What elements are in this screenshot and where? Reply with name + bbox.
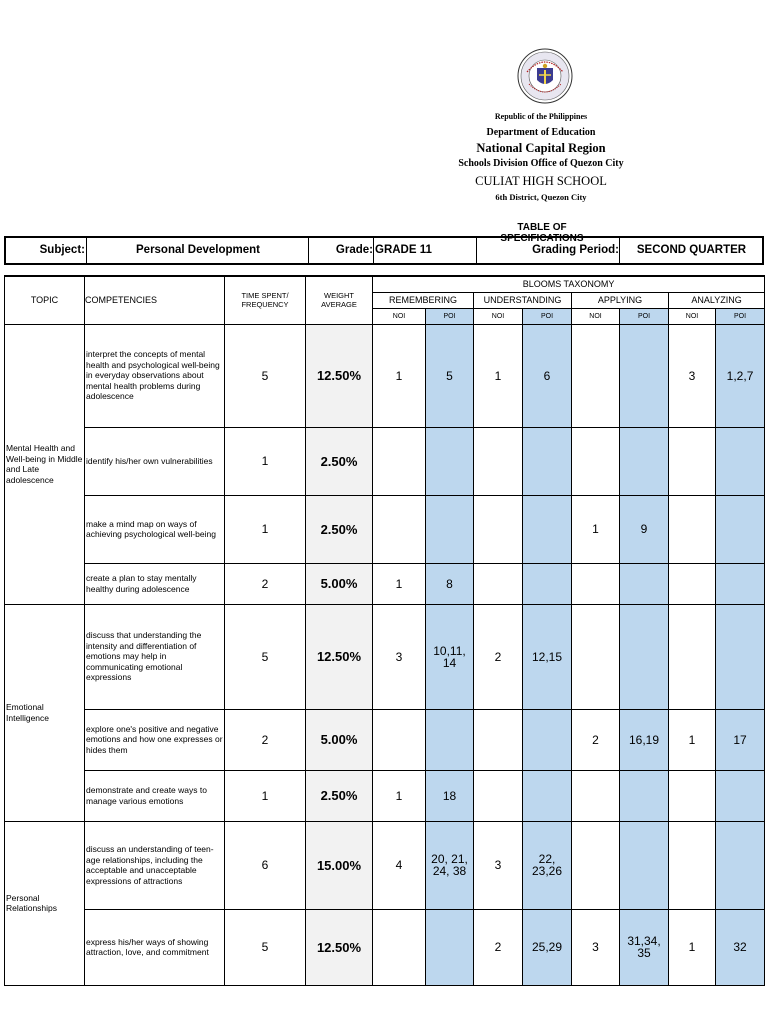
remembering-noi-cell: 1 (373, 324, 426, 427)
table-row (5, 495, 765, 563)
topic-cell: Emotional Intelligence (5, 604, 85, 821)
time-cell: 1 (225, 770, 306, 821)
specifications-table (4, 275, 765, 986)
analyzing-noi-cell (669, 821, 716, 909)
understanding-poi-cell (523, 427, 572, 495)
remembering-noi-cell: 1 (373, 770, 426, 821)
time-cell: 5 (225, 324, 306, 427)
applying-poi-cell (620, 604, 669, 709)
remembering-poi-cell (426, 427, 474, 495)
understanding-poi-cell (523, 770, 572, 821)
analyzing-noi-cell (669, 770, 716, 821)
remembering-noi-cell (373, 909, 426, 985)
applying-poi-cell: 9 (620, 495, 669, 563)
header-understanding: UNDERSTANDING (474, 292, 572, 308)
remembering-poi-cell (426, 495, 474, 563)
header-poi: POI (716, 308, 765, 324)
remembering-poi-cell: 20, 21, 24, 38 (426, 821, 474, 909)
header-competencies: COMPETENCIES (85, 276, 225, 324)
remembering-noi-cell: 4 (373, 821, 426, 909)
understanding-noi-cell (474, 709, 523, 770)
topic-cell: Mental Health and Well-being in Middle and Late adolescence (5, 324, 85, 604)
header-analyzing: ANALYZING (669, 292, 765, 308)
competency-cell: interpret the concepts of mental health and psychological well-being in everyday observations about mental health problems during adolescence (85, 324, 225, 427)
weight-cell: 12.50% (306, 324, 373, 427)
header-republic: Republic of the Philippines (494, 112, 588, 121)
applying-noi-cell (572, 324, 620, 427)
weight-cell: 15.00% (306, 821, 373, 909)
analyzing-noi-cell (669, 427, 716, 495)
analyzing-noi-cell (669, 495, 716, 563)
time-cell: 5 (225, 604, 306, 709)
competency-cell: explore one's positive and negative emotions and how one expresses or hides them (85, 709, 225, 770)
understanding-poi-cell: 12,15 (523, 604, 572, 709)
remembering-poi-cell: 10,11, 14 (426, 604, 474, 709)
time-cell: 1 (225, 427, 306, 495)
remembering-poi-cell (426, 909, 474, 985)
applying-noi-cell (572, 563, 620, 604)
competency-cell: create a plan to stay mentally healthy during adolescence (85, 563, 225, 604)
remembering-noi-cell (373, 709, 426, 770)
table-row (5, 563, 765, 604)
analyzing-poi-cell (716, 563, 765, 604)
applying-poi-cell (620, 563, 669, 604)
header-topic: TOPIC (5, 276, 85, 324)
analyzing-poi-cell (716, 770, 765, 821)
header-poi: POI (523, 308, 572, 324)
header-noi: NOI (669, 308, 716, 324)
understanding-poi-cell (523, 563, 572, 604)
topic-cell: Personal Relationships (5, 821, 85, 985)
analyzing-poi-cell (716, 427, 765, 495)
header-district: 6th District, Quezon City (495, 192, 587, 202)
applying-noi-cell: 1 (572, 495, 620, 563)
header-remembering: REMEMBERING (373, 292, 474, 308)
understanding-noi-cell: 2 (474, 909, 523, 985)
understanding-noi-cell (474, 495, 523, 563)
understanding-noi-cell (474, 563, 523, 604)
table-row (5, 427, 765, 495)
remembering-poi-cell: 5 (426, 324, 474, 427)
analyzing-noi-cell (669, 604, 716, 709)
analyzing-noi-cell: 1 (669, 709, 716, 770)
subject-value: Personal Development (86, 238, 309, 263)
weight-cell: 2.50% (306, 427, 373, 495)
table-row (5, 821, 765, 909)
analyzing-poi-cell (716, 495, 765, 563)
header-weight-average: WEIGHT AVERAGE (306, 276, 373, 324)
applying-noi-cell (572, 604, 620, 709)
remembering-poi-cell: 18 (426, 770, 474, 821)
understanding-poi-cell (523, 709, 572, 770)
remembering-noi-cell (373, 427, 426, 495)
header-noi: NOI (474, 308, 523, 324)
applying-poi-cell (620, 427, 669, 495)
understanding-noi-cell (474, 770, 523, 821)
grade-value: GRADE 11 (373, 238, 478, 263)
header-time-spent: TIME SPENT/ FREQUENCY (225, 276, 306, 324)
table-row (5, 770, 765, 821)
grade-label: Grade: (308, 238, 373, 263)
table-row (5, 709, 765, 770)
grading-period-label: Grading Period: (476, 238, 619, 263)
header-noi: NOI (572, 308, 620, 324)
competency-cell: make a mind map on ways of achieving psychological well-being (85, 495, 225, 563)
remembering-noi-cell: 1 (373, 563, 426, 604)
applying-noi-cell: 3 (572, 909, 620, 985)
remembering-noi-cell: 3 (373, 604, 426, 709)
competency-cell: demonstrate and create ways to manage various emotions (85, 770, 225, 821)
weight-cell: 2.50% (306, 770, 373, 821)
applying-poi-cell: 16,19 (620, 709, 669, 770)
analyzing-poi-cell (716, 604, 765, 709)
remembering-noi-cell (373, 495, 426, 563)
analyzing-noi-cell: 1 (669, 909, 716, 985)
weight-cell: 12.50% (306, 604, 373, 709)
understanding-noi-cell: 3 (474, 821, 523, 909)
grading-period-value: SECOND QUARTER (619, 238, 763, 263)
time-cell: 6 (225, 821, 306, 909)
analyzing-noi-cell (669, 563, 716, 604)
weight-cell: 12.50% (306, 909, 373, 985)
remembering-poi-cell (426, 709, 474, 770)
understanding-noi-cell: 2 (474, 604, 523, 709)
header-region: National Capital Region (476, 141, 606, 155)
remembering-poi-cell: 8 (426, 563, 474, 604)
applying-poi-cell (620, 770, 669, 821)
analyzing-poi-cell: 1,2,7 (716, 324, 765, 427)
understanding-poi-cell: 6 (523, 324, 572, 427)
applying-poi-cell: 31,34, 35 (620, 909, 669, 985)
competency-cell: identify his/her own vulnerabilities (85, 427, 225, 495)
time-cell: 5 (225, 909, 306, 985)
competency-cell: discuss an understanding of teen-age relationships, including the acceptable and unacceptable expressions of attractions (85, 821, 225, 909)
header-division: Schools Division Office of Quezon City (458, 158, 624, 169)
applying-poi-cell (620, 324, 669, 427)
time-cell: 2 (225, 709, 306, 770)
table-row (5, 324, 765, 427)
understanding-noi-cell: 1 (474, 324, 523, 427)
table-row (5, 604, 765, 709)
understanding-poi-cell: 25,29 (523, 909, 572, 985)
header-school: CULIAT HIGH SCHOOL (475, 174, 607, 188)
weight-cell: 2.50% (306, 495, 373, 563)
info-bar (4, 236, 764, 265)
weight-cell: 5.00% (306, 563, 373, 604)
time-cell: 1 (225, 495, 306, 563)
understanding-poi-cell: 22, 23,26 (523, 821, 572, 909)
understanding-noi-cell (474, 427, 523, 495)
analyzing-noi-cell: 3 (669, 324, 716, 427)
table-row (5, 909, 765, 985)
header-blooms-taxonomy: BLOOMS TAXONOMY (373, 276, 765, 292)
analyzing-poi-cell: 32 (716, 909, 765, 985)
header-noi: NOI (373, 308, 426, 324)
header-department: Department of Education (486, 127, 596, 138)
applying-noi-cell (572, 821, 620, 909)
time-cell: 2 (225, 563, 306, 604)
competency-cell: discuss that understanding the intensity and differentiation of emotions may help in communicating emotional expressions (85, 604, 225, 709)
competency-cell: express his/her ways of showing attraction, love, and commitment (85, 909, 225, 985)
understanding-poi-cell (523, 495, 572, 563)
header-poi: POI (620, 308, 669, 324)
analyzing-poi-cell: 17 (716, 709, 765, 770)
applying-poi-cell (620, 821, 669, 909)
applying-noi-cell: 2 (572, 709, 620, 770)
applying-noi-cell (572, 427, 620, 495)
weight-cell: 5.00% (306, 709, 373, 770)
applying-noi-cell (572, 770, 620, 821)
document-title: TABLE OF SPECIFICATIONS (500, 222, 584, 244)
subject-label: Subject: (39, 244, 85, 256)
header-poi: POI (426, 308, 474, 324)
header-applying: APPLYING (572, 292, 669, 308)
analyzing-poi-cell (716, 821, 765, 909)
deped-seal-icon (517, 48, 573, 104)
